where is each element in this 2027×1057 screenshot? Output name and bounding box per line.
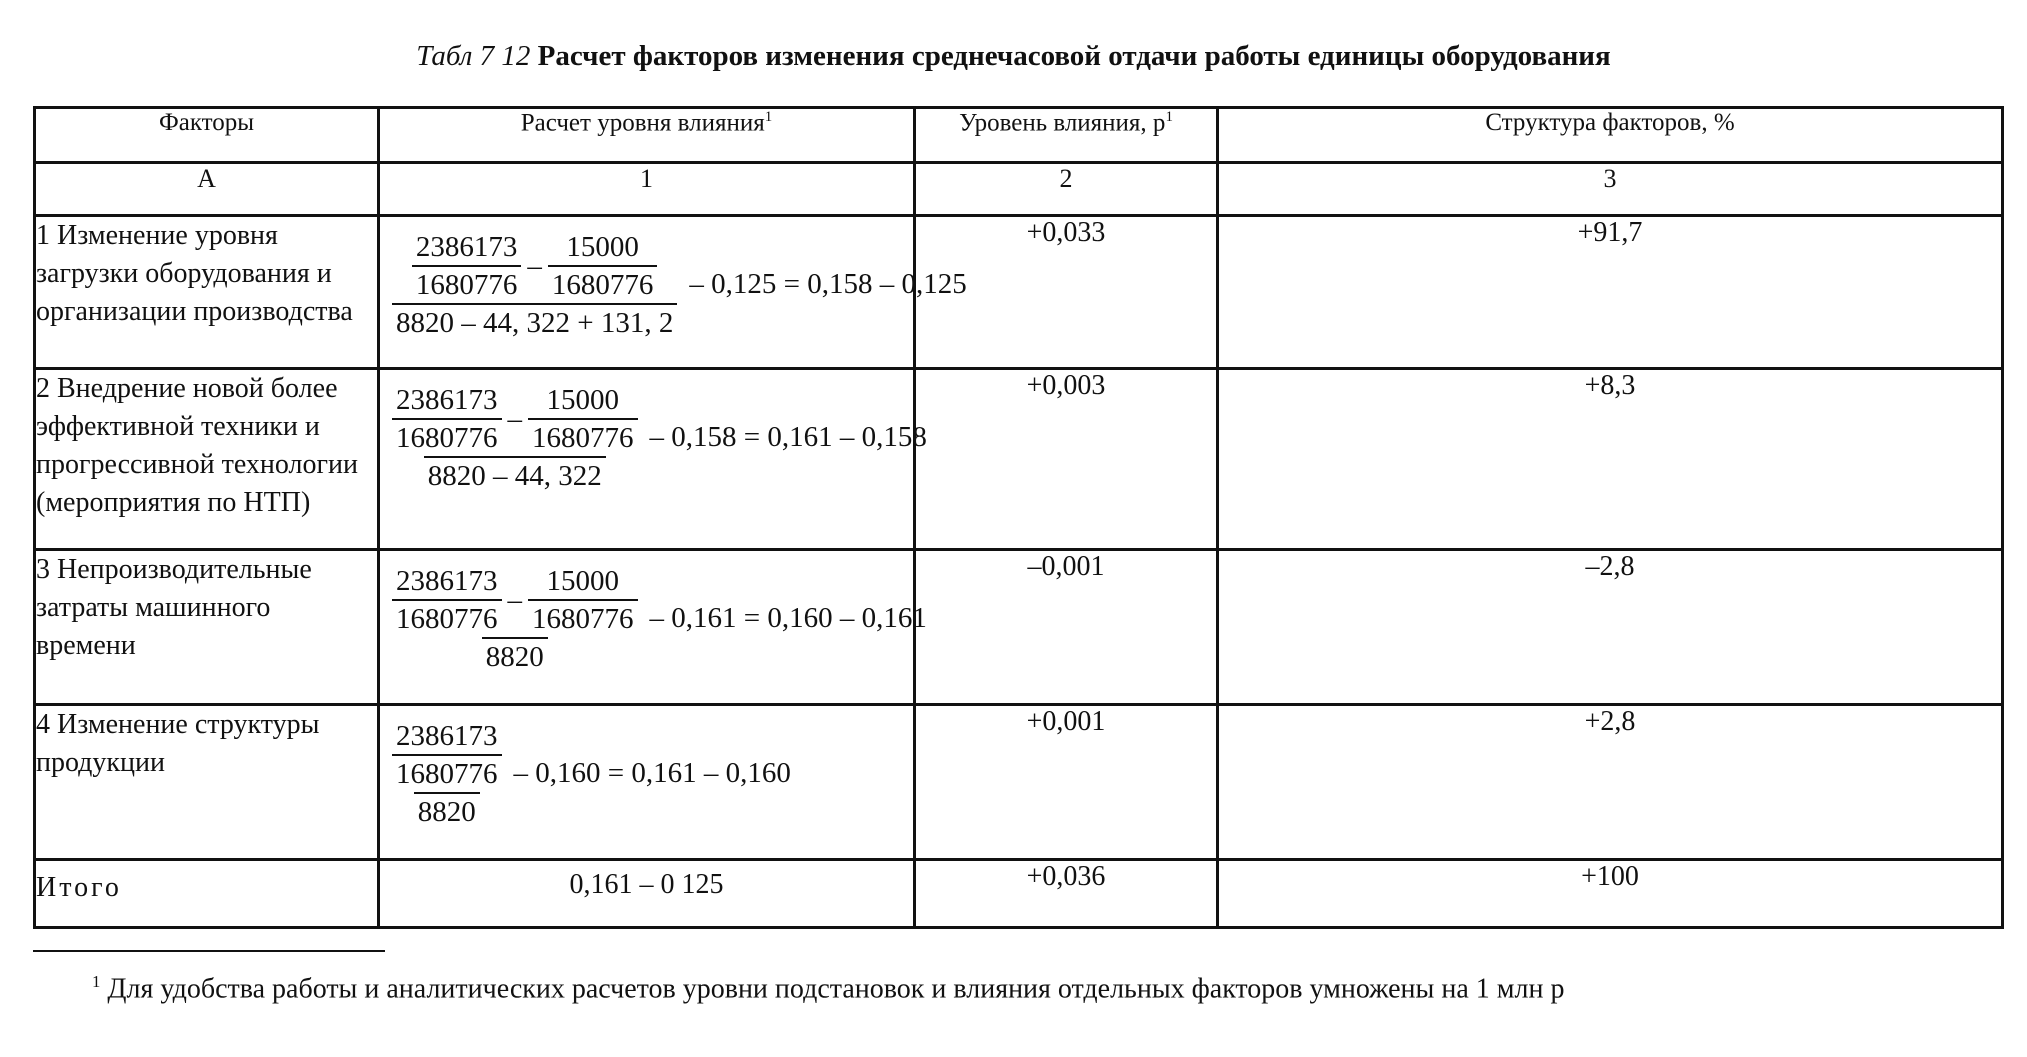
formula-value: 2386173 xyxy=(396,720,498,752)
formula-value: 2386173 xyxy=(396,565,498,597)
total-level: +0,036 xyxy=(915,860,1218,928)
table-title: Расчет факторов изменения среднечасовой отдачи работы единицы оборудования xyxy=(537,40,1611,72)
total-row xyxy=(35,860,2003,928)
formula-denominator: 8820 – 44, 322 + 131, 2 xyxy=(392,303,677,340)
table-number: Табл 7 12 xyxy=(416,40,531,72)
factor-cell: 3 Непроизводительные затраты машинного времени xyxy=(35,550,379,705)
structure-cell: –2,8 xyxy=(1218,550,2003,705)
formula-value: 15000 xyxy=(546,565,619,597)
total-label: Итого xyxy=(35,860,379,928)
formula-value: 1680776 xyxy=(412,265,522,303)
formula-cell xyxy=(379,705,915,860)
header-structure: Структура факторов, % xyxy=(1218,108,2003,163)
column-number-2: 2 xyxy=(915,163,1218,216)
formula-result: – 0,125 = 0,158 – 0,125 xyxy=(689,268,967,300)
formula-cell xyxy=(379,216,967,369)
level-cell: +0,033 xyxy=(915,216,1218,369)
footnote-text: Для удобства работы и аналитических расчетов уровни подстановок и влияния отдельных факторов умножены на 1 млн р xyxy=(107,973,1565,1005)
formula-cell xyxy=(379,550,927,705)
formula-result: – 0,158 = 0,161 – 0,158 xyxy=(649,421,927,453)
factor-cell: 1 Изменение уровня загрузки оборудования и организации производства xyxy=(35,216,379,369)
formula-value: 1680776 xyxy=(392,599,502,637)
column-number-3: 3 xyxy=(1218,163,2003,216)
level-cell: +0,003 xyxy=(915,369,1218,550)
formula-cell xyxy=(379,369,927,550)
header-level: Уровень влияния, $р^1$ xyxy=(915,108,1218,163)
formula-value: 2386173 xyxy=(415,231,518,263)
structure-cell: +8,3 xyxy=(1218,369,2003,550)
table-row xyxy=(35,216,2003,369)
structure-cell: +91,7 xyxy=(1218,216,2003,369)
table-row xyxy=(35,705,2003,860)
formula-result: – 0,160 = 0,161 – 0,160 xyxy=(513,757,791,789)
formula-value: 2386173 xyxy=(396,384,498,416)
formula-value: 1680776 xyxy=(528,599,638,637)
factor-cell: 2 Внедрение новой более эффективной техники и прогрессивной технологии (мероприятия по НТП) xyxy=(35,369,379,550)
formula-value: 1680776 xyxy=(392,418,502,456)
column-number-1: 1 xyxy=(379,163,915,216)
table-row xyxy=(35,550,2003,705)
formula-denominator: 8820 – 44, 322 xyxy=(424,456,606,493)
formula: 2386173 1680776 – 15000 1680776 8820 – 0,161 = 0,160 – 0,161 xyxy=(380,551,913,674)
footnote xyxy=(92,972,1564,1005)
factor-cell: 4 Изменение структуры продукции xyxy=(35,705,379,860)
header-calculation: Расчет уровня влияния$^1$ xyxy=(379,108,915,163)
formula-value: 15000 xyxy=(546,384,619,416)
column-number-row xyxy=(35,163,2003,216)
column-number-a: А xyxy=(35,163,379,216)
formula-value: 1680776 xyxy=(528,418,638,456)
formula-value: 15000 xyxy=(566,231,639,263)
formula-denominator: 8820 xyxy=(482,637,548,674)
structure-cell: +2,8 xyxy=(1218,705,2003,860)
level-cell: +0,001 xyxy=(915,705,1218,860)
level-cell: –0,001 xyxy=(915,550,1218,705)
formula-value: 1680776 xyxy=(392,754,502,792)
formula-denominator: 8820 xyxy=(414,792,480,829)
formula xyxy=(380,706,913,829)
footnote-divider xyxy=(33,950,385,952)
footnote-marker: 1 xyxy=(92,972,101,991)
formula: 2386173 1680776 – 15000 1680776 8820 – 44, 322 – 0,158 = 0,161 – 0,158 xyxy=(380,370,913,493)
total-calc: 0,161 – 0 125 xyxy=(379,860,915,928)
calculation-table xyxy=(33,106,2004,929)
total-structure: +100 xyxy=(1218,860,2003,928)
header-factors: Факторы xyxy=(35,108,379,163)
formula-result: – 0,161 = 0,160 – 0,161 xyxy=(649,602,927,634)
table-row xyxy=(35,369,2003,550)
formula-value: 1680776 xyxy=(548,265,658,303)
header-row xyxy=(35,108,2003,163)
formula: 2386173 1680776 – 15000 1680776 8820 – 44, 322 + 131, 2 – 0,125 = 0,158 – 0,125 xyxy=(380,217,913,340)
table-caption xyxy=(0,40,2027,73)
